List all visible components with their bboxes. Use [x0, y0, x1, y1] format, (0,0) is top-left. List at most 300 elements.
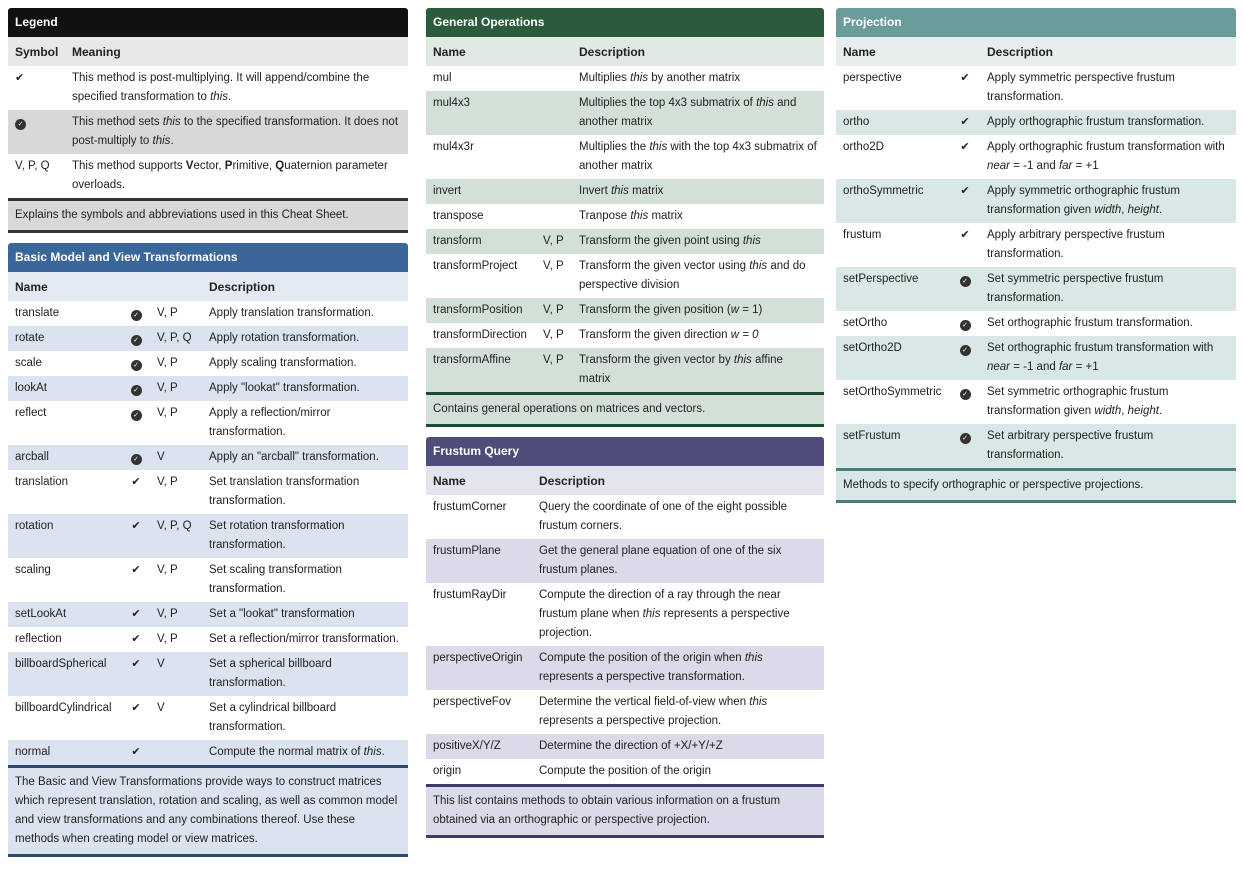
- legend-meaning-cell: [65, 154, 408, 198]
- method-name: frustum: [843, 229, 882, 241]
- overloads-cell: [150, 740, 202, 765]
- method-name: transformPosition: [433, 304, 523, 316]
- description-text: Set orthographic frustum transformation.: [987, 317, 1193, 329]
- description-text: Set arbitrary perspective frustum transformation.: [987, 430, 1154, 461]
- method-name: billboardSpherical: [15, 658, 107, 670]
- method-name: reflect: [15, 407, 47, 419]
- symbol-cell: [950, 311, 980, 336]
- basic-transform-card: [8, 243, 408, 857]
- table-row: [8, 326, 408, 351]
- description-text: Apply arbitrary perspective frustum transformation.: [987, 229, 1165, 260]
- description-text: Transform the given point using: [579, 235, 743, 247]
- description-emph: near: [987, 160, 1011, 172]
- basic-header-row: [8, 272, 408, 301]
- description-text: = -1 and: [1010, 160, 1059, 172]
- overloads-cell: V, P: [543, 260, 564, 272]
- description-cell: [572, 91, 824, 135]
- description-text: Apply symmetric perspective frustum transformation.: [987, 72, 1175, 103]
- legend-meaning-text: uaternion parameter overloads.: [72, 160, 388, 191]
- table-row: [836, 135, 1236, 179]
- symbol-cell: [122, 470, 150, 514]
- description-text: Transform the given direction: [579, 329, 731, 341]
- method-name: invert: [433, 185, 462, 197]
- description-text: Transform the given vector by: [579, 354, 734, 366]
- check-circle-icon: ✓: [131, 335, 142, 346]
- description-text: Apply an "arcball" transformation.: [209, 451, 379, 463]
- legend-symbol-cell: [8, 110, 65, 154]
- method-name: setOrtho2D: [843, 342, 902, 354]
- check-icon: ✔: [960, 185, 970, 197]
- description-tail: and do perspective division: [579, 260, 806, 291]
- description-cell: [572, 254, 824, 298]
- legend-meaning-emph: this: [162, 116, 181, 128]
- legend-title: Legend: [8, 8, 408, 37]
- frustum-header-row: [426, 466, 824, 495]
- basic-transform-table: [8, 272, 408, 765]
- general-ops-card: [426, 8, 824, 427]
- description-text: Set a spherical billboard transformation.: [209, 658, 332, 689]
- description-tail: .: [381, 746, 385, 758]
- method-name: lookAt: [15, 382, 47, 394]
- description-tail: matrix: [648, 210, 683, 222]
- description-emph: this: [649, 141, 668, 153]
- method-name: ortho: [843, 116, 870, 128]
- table-row: [426, 66, 824, 91]
- description-emph: this: [642, 608, 661, 620]
- overloads-cell: V, P, Q: [157, 332, 192, 344]
- frustum-table-body: [426, 495, 824, 784]
- projection-col-name: Name: [843, 44, 876, 59]
- basic-transform-footer: The Basic and View Transformations provide ways to construct matrices which represent translation, rotation and scaling, as well as common model and view transformations and any combinations thereof. Use these methods when creating model or view matrices.: [8, 765, 408, 854]
- description-text: Apply symmetric orthographic frustum transformation given: [987, 185, 1181, 216]
- column-left: [8, 8, 408, 867]
- check-icon: ✔: [131, 608, 141, 620]
- overloads-cell: V, P: [543, 235, 564, 247]
- method-name: transformProject: [433, 260, 518, 272]
- description-text: Set a "lookat" transformation: [209, 608, 355, 620]
- description-cell: [202, 401, 408, 445]
- description-cell: [202, 696, 408, 740]
- description-cell: [532, 734, 824, 759]
- overloads-cell: [536, 66, 572, 91]
- overloads-cell: [536, 91, 572, 135]
- legend-table: [8, 37, 408, 198]
- overloads-cell: V, P: [157, 476, 178, 488]
- symbol-cell: [122, 351, 150, 376]
- description-tail: matrix: [628, 185, 664, 197]
- overloads-cell: V, P: [157, 307, 178, 319]
- overloads-cell: V: [157, 702, 165, 714]
- description-emph: this: [742, 235, 761, 247]
- overloads-cell: V, P: [543, 329, 564, 341]
- description-cell: [532, 759, 824, 784]
- description-cell: [572, 66, 824, 91]
- check-circle-icon: ✓: [131, 410, 142, 421]
- table-row: [426, 229, 824, 254]
- description-text: Set rotation transformation transformation.: [209, 520, 345, 551]
- basic-transform-title: Basic Model and View Transformations: [8, 243, 408, 272]
- description-emph: far: [1058, 160, 1073, 172]
- symbol-cell: [950, 267, 980, 311]
- description-tail: .: [1158, 405, 1163, 417]
- description-text: Set symmetric perspective frustum transformation.: [987, 273, 1164, 304]
- method-name: perspectiveFov: [433, 696, 511, 708]
- description-tail: affine matrix: [579, 354, 783, 385]
- description-tail: .: [1158, 204, 1163, 216]
- overloads-cell: V, P: [157, 633, 178, 645]
- description-text: Get the general plane equation of one of the six frustum planes.: [539, 545, 782, 576]
- symbol-cell: [122, 376, 150, 401]
- method-name: rotation: [15, 520, 54, 532]
- description-emph: w: [730, 304, 740, 316]
- description-emph: this: [744, 652, 763, 664]
- description-cell: [202, 301, 408, 326]
- legend-col-meaning: Meaning: [72, 44, 121, 59]
- description-cell: [572, 179, 824, 204]
- symbol-cell: [122, 514, 150, 558]
- description-tail: represents a perspective transformation.: [539, 671, 745, 683]
- method-name: frustumPlane: [433, 545, 501, 557]
- symbol-cell: [122, 602, 150, 627]
- table-row: [8, 301, 408, 326]
- description-text: Multiplies the top 4x3 submatrix of: [579, 97, 757, 109]
- symbol-cell: [122, 652, 150, 696]
- table-row: [8, 445, 408, 470]
- description-text: Determine the direction of +X/+Y/+Z: [539, 740, 723, 752]
- projection-col-desc: Description: [987, 44, 1054, 59]
- description-cell: [980, 135, 1236, 179]
- description-cell: [980, 110, 1236, 135]
- legend-row-set: [8, 110, 408, 154]
- symbol-cell: [950, 110, 980, 135]
- table-row: [836, 311, 1236, 336]
- description-text: Determine the vertical field-of-view when: [539, 696, 750, 708]
- method-name: transformDirection: [433, 329, 527, 341]
- table-row: [836, 66, 1236, 110]
- check-icon: ✔: [131, 633, 141, 645]
- description-emph: far: [1058, 361, 1073, 373]
- legend-row-post-multiply: [8, 66, 408, 110]
- general-header-row: [426, 37, 824, 66]
- description-cell: [572, 323, 824, 348]
- description-cell: [202, 627, 408, 652]
- method-name: setOrthoSymmetric: [843, 386, 942, 398]
- table-row: [8, 351, 408, 376]
- method-name: perspective: [843, 72, 902, 84]
- description-emph: this: [749, 260, 768, 272]
- frustum-col-name: Name: [433, 473, 466, 488]
- method-name: positiveX/Y/Z: [433, 740, 501, 752]
- legend-meaning-text: This method is post-multiplying. It will append/combine the specified transformation to: [72, 72, 370, 103]
- description-text: Set translation transformation transformation.: [209, 476, 360, 507]
- basic-col-symbol: [122, 272, 150, 301]
- description-text: Compute the position of the origin when: [539, 652, 745, 664]
- legend-meaning-text: to the specified transformation. It does not post-multiply to: [72, 116, 399, 147]
- description-cell: [980, 424, 1236, 468]
- description-text: Apply rotation transformation.: [209, 332, 360, 344]
- description-cell: [572, 204, 824, 229]
- method-name: origin: [433, 765, 462, 777]
- check-icon: ✔: [131, 564, 141, 576]
- method-name: mul4x3: [433, 97, 471, 109]
- overloads-cell: V: [157, 451, 165, 463]
- table-row: [8, 558, 408, 602]
- description-tail: with the top 4x3 submatrix of another matrix: [579, 141, 817, 172]
- method-name: orthoSymmetric: [843, 185, 924, 197]
- table-row: [836, 179, 1236, 223]
- column-middle: [426, 8, 824, 848]
- table-row: [426, 135, 824, 179]
- legend-col-symbol: Symbol: [15, 44, 59, 59]
- legend-meaning-tail: .: [227, 91, 232, 103]
- legend-footer: Explains the symbols and abbreviations used in this Cheat Sheet.: [8, 198, 408, 230]
- table-row: [426, 91, 824, 135]
- description-text: Set symmetric orthographic frustum transformation given: [987, 386, 1169, 417]
- legend-meaning-cell: [65, 110, 408, 154]
- method-name: scaling: [15, 564, 51, 576]
- description-text: Set orthographic frustum transformation with: [987, 342, 1214, 354]
- description-tail: = +1: [1072, 361, 1099, 373]
- table-row: [8, 376, 408, 401]
- symbol-cell: [122, 326, 150, 351]
- basic-table-body: [8, 301, 408, 765]
- symbol-cell: [122, 558, 150, 602]
- check-icon: ✔: [131, 658, 141, 670]
- description-cell: [202, 376, 408, 401]
- legend-meaning-cell: [65, 66, 408, 110]
- overloads-cell: V, P: [157, 357, 178, 369]
- legend-abbrev-q: Q: [275, 160, 285, 172]
- method-name: transpose: [433, 210, 484, 222]
- table-row: [8, 696, 408, 740]
- symbol-cell: [950, 223, 980, 267]
- table-row: [426, 539, 824, 583]
- overloads-cell: V, P: [543, 354, 564, 366]
- description-text: Apply a reflection/mirror transformation.: [209, 407, 331, 438]
- description-cell: [980, 311, 1236, 336]
- table-row: [426, 759, 824, 784]
- table-row: [836, 110, 1236, 135]
- description-cell: [202, 445, 408, 470]
- description-emph: this: [630, 72, 649, 84]
- legend-meaning-text: rimitive,: [232, 160, 276, 172]
- check-circle-icon: ✓: [131, 360, 142, 371]
- symbol-cell: [950, 135, 980, 179]
- description-text: ,: [1121, 204, 1128, 216]
- projection-card: [836, 8, 1236, 503]
- description-cell: [202, 351, 408, 376]
- check-icon: ✔: [131, 476, 141, 488]
- method-name: translation: [15, 476, 69, 488]
- description-emph: this: [363, 746, 382, 758]
- basic-col-desc: Description: [209, 279, 276, 294]
- description-cell: [532, 495, 824, 539]
- description-emph: w = 0: [730, 329, 759, 341]
- overloads-cell: V: [157, 658, 165, 670]
- description-cell: [980, 380, 1236, 424]
- projection-title: Projection: [836, 8, 1236, 37]
- projection-header-row: [836, 37, 1236, 66]
- overloads-cell: [536, 135, 572, 179]
- description-tail: represents a perspective projection.: [539, 715, 722, 727]
- symbol-cell: [122, 401, 150, 445]
- method-name: reflection: [15, 633, 62, 645]
- table-row: [426, 690, 824, 734]
- description-cell: [572, 229, 824, 254]
- description-emph: near: [987, 361, 1011, 373]
- description-emph: width: [1094, 204, 1122, 216]
- check-icon: ✔: [131, 520, 141, 532]
- table-row: [836, 267, 1236, 311]
- legend-meaning-emph: this: [152, 135, 171, 147]
- symbol-cell: [950, 380, 980, 424]
- method-name: frustumCorner: [433, 501, 507, 513]
- check-icon: ✔: [15, 72, 25, 84]
- overloads-cell: [536, 179, 572, 204]
- legend-abbrev-p: P: [224, 160, 233, 172]
- check-icon: ✔: [960, 229, 970, 241]
- legend-header-row: [8, 37, 408, 66]
- check-icon: ✔: [960, 116, 970, 128]
- description-emph: height: [1127, 405, 1159, 417]
- general-ops-footer: Contains general operations on matrices and vectors.: [426, 392, 824, 424]
- description-cell: [532, 690, 824, 734]
- overloads-cell: [536, 204, 572, 229]
- description-tail: by another matrix: [648, 72, 741, 84]
- general-ops-table: [426, 37, 824, 392]
- projection-footer: Methods to specify orthographic or perspective projections.: [836, 468, 1236, 500]
- check-circle-icon: ✓: [960, 433, 971, 444]
- description-cell: [980, 336, 1236, 380]
- method-name: rotate: [15, 332, 45, 344]
- frustum-query-card: [426, 437, 824, 838]
- table-row: [426, 179, 824, 204]
- table-row: [426, 348, 824, 392]
- method-name: setLookAt: [15, 608, 67, 620]
- table-row: [836, 223, 1236, 267]
- legend-meaning-text: ector,: [193, 160, 225, 172]
- method-name: frustumRayDir: [433, 589, 507, 601]
- check-circle-icon: ✓: [131, 385, 142, 396]
- symbol-cell: [950, 179, 980, 223]
- description-text: Set a reflection/mirror transformation.: [209, 633, 399, 645]
- symbol-cell: [122, 301, 150, 326]
- table-row: [8, 401, 408, 445]
- check-circle-icon: ✓: [15, 119, 26, 130]
- description-text: ,: [1121, 405, 1128, 417]
- legend-symbol-cell: [8, 66, 65, 110]
- legend-meaning-text: This method supports: [72, 160, 186, 172]
- description-text: Apply translation transformation.: [209, 307, 374, 319]
- method-name: transformAffine: [433, 354, 511, 366]
- table-row: [8, 740, 408, 765]
- method-name: mul: [433, 72, 452, 84]
- description-cell: [980, 179, 1236, 223]
- method-name: normal: [15, 746, 51, 758]
- method-name: scale: [15, 357, 42, 369]
- projection-table: [836, 37, 1236, 468]
- description-text: Apply orthographic frustum transformation with: [987, 141, 1225, 153]
- description-text: Apply "lookat" transformation.: [209, 382, 360, 394]
- description-emph: this: [733, 354, 752, 366]
- method-name: setFrustum: [843, 430, 901, 442]
- description-cell: [202, 514, 408, 558]
- table-row: [426, 583, 824, 646]
- check-circle-icon: ✓: [131, 310, 142, 321]
- method-name: arcball: [15, 451, 49, 463]
- table-row: [426, 204, 824, 229]
- general-col-name: Name: [433, 44, 466, 59]
- description-cell: [980, 267, 1236, 311]
- frustum-query-title: Frustum Query: [426, 437, 824, 466]
- description-emph: this: [756, 97, 774, 109]
- method-name: perspectiveOrigin: [433, 652, 523, 664]
- general-col-overloads: [536, 37, 572, 66]
- table-row: [426, 254, 824, 298]
- description-cell: [572, 348, 824, 392]
- table-row: [426, 495, 824, 539]
- symbol-cell: [122, 696, 150, 740]
- description-text: Query the coordinate of one of the eight possible frustum corners.: [539, 501, 788, 532]
- description-tail: = +1: [1072, 160, 1099, 172]
- symbol-cell: [950, 424, 980, 468]
- description-text: Set scaling transformation transformation.: [209, 564, 342, 595]
- table-row: [836, 424, 1236, 468]
- column-right: [836, 8, 1236, 513]
- description-text: Apply orthographic frustum transformation.: [987, 116, 1205, 128]
- description-emph: height: [1127, 204, 1159, 216]
- general-table-body: [426, 66, 824, 392]
- table-row: [8, 652, 408, 696]
- symbol-cell: [122, 627, 150, 652]
- overloads-cell: V, P, Q: [157, 520, 192, 532]
- description-cell: [532, 583, 824, 646]
- table-row: [8, 602, 408, 627]
- description-cell: [572, 298, 824, 323]
- description-cell: [202, 602, 408, 627]
- symbol-cell: [950, 66, 980, 110]
- description-text: = -1 and: [1010, 361, 1059, 373]
- description-tail: represents a perspective projection.: [539, 608, 790, 639]
- description-text: Compute the normal matrix of: [209, 746, 364, 758]
- description-text: Multiplies the: [579, 141, 650, 153]
- description-text: Apply scaling transformation.: [209, 357, 357, 369]
- description-tail: = 1): [739, 304, 763, 316]
- description-emph: this: [610, 185, 629, 197]
- overloads-cell: V, P: [157, 407, 178, 419]
- table-row: [8, 627, 408, 652]
- table-row: [836, 336, 1236, 380]
- description-text: Invert: [579, 185, 611, 197]
- legend-row-overloads: [8, 154, 408, 198]
- description-cell: [980, 66, 1236, 110]
- overloads-cell: V, P: [543, 304, 564, 316]
- general-ops-title: General Operations: [426, 8, 824, 37]
- description-text: Transform the given vector using: [579, 260, 750, 272]
- table-row: [8, 470, 408, 514]
- table-row: [8, 514, 408, 558]
- overloads-cell: V, P: [157, 564, 178, 576]
- description-cell: [202, 326, 408, 351]
- legend-abbrev-v: V: [185, 160, 194, 172]
- check-circle-icon: ✓: [960, 276, 971, 287]
- method-name: ortho2D: [843, 141, 884, 153]
- description-emph: this: [749, 696, 768, 708]
- description-text: Set a cylindrical billboard transformation.: [209, 702, 337, 733]
- table-row: [426, 646, 824, 690]
- legend-card: [8, 8, 408, 233]
- table-row: [426, 323, 824, 348]
